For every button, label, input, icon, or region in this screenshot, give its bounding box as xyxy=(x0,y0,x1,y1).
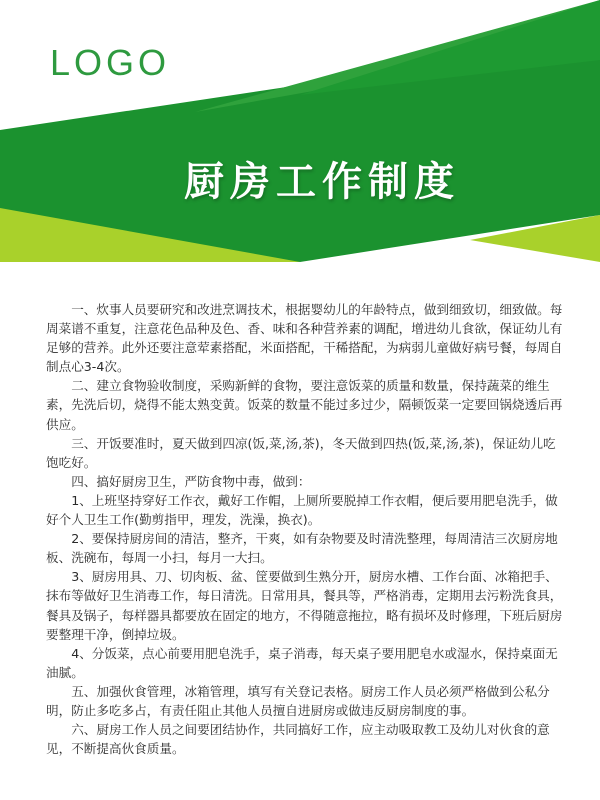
paragraph-5: 五、加强伙食管理，冰箱管理，填写有关登记表格。厨房工作人员必须严格做到公私分明，防止多吃多占，有责任阻止其他人员擅自进厨房或做违反厨房制度的事。 xyxy=(46,683,550,718)
paragraph-1: 一、炊事人员要研究和改进烹调技术，根据婴幼儿的年龄特点，做到细致切，细致做。每周菜谱不重复，注意花色品种及色、香、味和各种营养素的调配，增进幼儿食欲，保证幼儿有足够的营养。此外还要注意荤素搭配，米面搭配，干稀搭配，为病弱儿童做好病号餐，每周自制点心3-4次。 xyxy=(46,302,563,375)
paragraph-6: 六、厨房工作人员之间要团结协作，共同搞好工作，应主动吸取教工及幼儿对伙食的意见，不断提高伙食质量。 xyxy=(46,722,550,757)
paragraph-4-4: 4、分饭菜，点心前要用肥皂洗手，桌子消毒，每天桌子要用肥皂水或湿水，保持桌面无油腻。 xyxy=(46,645,558,680)
paragraph-4-2: 2、要保持厨房间的清洁，整齐，干爽，如有杂物要及时清洗整理，每周清洁三次厨房地板、洗碗布，每周一小扫，每月一大扫。 xyxy=(46,531,558,566)
logo: LOGO xyxy=(50,42,171,83)
regulation-text xyxy=(46,300,568,758)
paragraph-2: 二、建立食物验收制度，采购新鲜的食物，要注意饭菜的质量和数量，保持蔬菜的维生素，先洗后切，烧得不能太熟变黄。饭菜的数量不能过多过少，隔顿饭菜一定要回锅烧透后再供应。 xyxy=(46,378,563,432)
paragraph-4: 四、搞好厨房卫生，严防食物中毒，做到： xyxy=(71,473,311,489)
paragraph-3: 三、开饭要准时，夏天做到四凉(饭,菜,汤,茶)，冬天做到四热(饭,菜,汤,茶)，保证幼儿吃饱吃好。 xyxy=(46,435,556,470)
paragraph-4-3: 3、厨房用具、刀、切肉板、盆、筐要做到生熟分开，厨房水槽、工作台面、冰箱把手、抹布等做好卫生消毒工作，每日清洗。日常用具，餐具等，严格消毒，定期用去污粉洗食具，餐具及锅子，每样器具都要放在固定的地方，不得随意拖拉，略有损坏及时修理，下班后厨房要整理干净，倒掉垃圾。 xyxy=(46,569,563,642)
paragraph-4-1: 1、上班坚持穿好工作衣，戴好工作帽，上厕所要脱掉工作衣帽，便后要用肥皂洗手，做好个人卫生工作(勤剪指甲，理发，洗澡，换衣)。 xyxy=(46,492,558,528)
page-title: 厨房工作制度 xyxy=(184,159,460,205)
